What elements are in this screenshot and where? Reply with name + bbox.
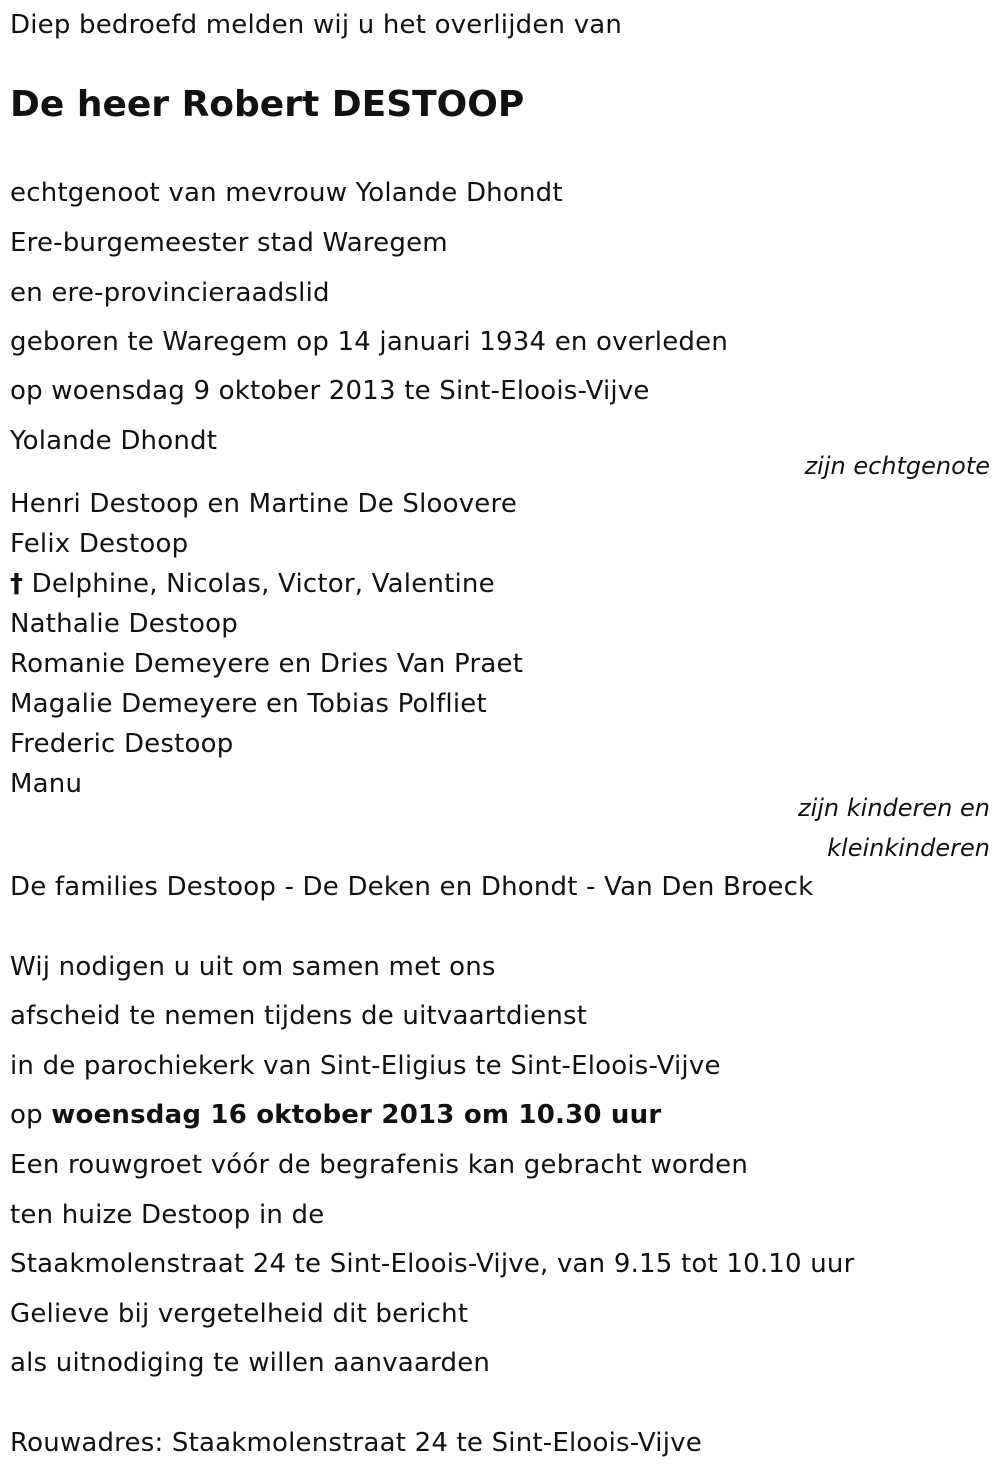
- invitation-line: Gelieve bij vergetelheid dit bericht: [10, 1299, 469, 1329]
- family-member: Nathalie Destoop: [10, 609, 238, 639]
- bio-line: geboren te Waregem op 14 januari 1934 en overleden: [10, 327, 729, 357]
- families-line: De families Destoop - De Deken en Dhondt - Van Den Broeck: [10, 872, 814, 902]
- service-prefix: op: [10, 1100, 43, 1130]
- family-role-line1: zijn kinderen en: [798, 794, 990, 822]
- invitation-line: Staakmolenstraat 24 te Sint-Eloois-Vijve, van 9.15 tot 10.10 uur: [10, 1249, 855, 1279]
- spouse-name: Yolande Dhondt: [10, 426, 218, 456]
- family-member: Henri Destoop en Martine De Sloovere: [10, 489, 518, 519]
- invitation-line: ten huize Destoop in de: [10, 1200, 325, 1230]
- invitation-line: in de parochiekerk van Sint-Eligius te Sint-Eloois-Vijve: [10, 1051, 721, 1081]
- bio-line: op woensdag 9 oktober 2013 te Sint-Eloois-Vijve: [10, 376, 650, 406]
- invitation-line: Een rouwgroet vóór de begrafenis kan gebracht worden: [10, 1150, 749, 1180]
- family-member-names: Delphine, Nicolas, Victor, Valentine: [31, 569, 495, 599]
- service-datetime-line: [10, 1100, 661, 1130]
- bio-line: echtgenoot van mevrouw Yolande Dhondt: [10, 178, 563, 208]
- mourning-address: Rouwadres: Staakmolenstraat 24 te Sint-Eloois-Vijve: [10, 1428, 702, 1458]
- family-member: Magalie Demeyere en Tobias Polfliet: [10, 689, 487, 719]
- bio-line: en ere-provincieraadslid: [10, 278, 330, 308]
- family-member: Frederic Destoop: [10, 729, 234, 759]
- family-member-deceased: [10, 569, 495, 599]
- bio-line: Ere-burgemeester stad Waregem: [10, 228, 448, 258]
- invitation-line: afscheid te nemen tijdens de uitvaartdienst: [10, 1001, 588, 1031]
- deceased-name: De heer Robert DESTOOP: [10, 84, 525, 125]
- service-datetime: woensdag 16 oktober 2013 om 10.30 uur: [51, 1100, 662, 1130]
- intro-text: Diep bedroefd melden wij u het overlijden van: [10, 10, 623, 40]
- invitation-line: als uitnodiging te willen aanvaarden: [10, 1348, 491, 1378]
- cross-icon: †: [10, 569, 24, 599]
- family-member: Romanie Demeyere en Dries Van Praet: [10, 649, 524, 679]
- invitation-line: Wij nodigen u uit om samen met ons: [10, 952, 496, 982]
- family-role-line2: kleinkinderen: [827, 834, 990, 862]
- spouse-role: zijn echtgenote: [804, 452, 990, 480]
- family-member: Manu: [10, 769, 83, 799]
- family-member: Felix Destoop: [10, 529, 189, 559]
